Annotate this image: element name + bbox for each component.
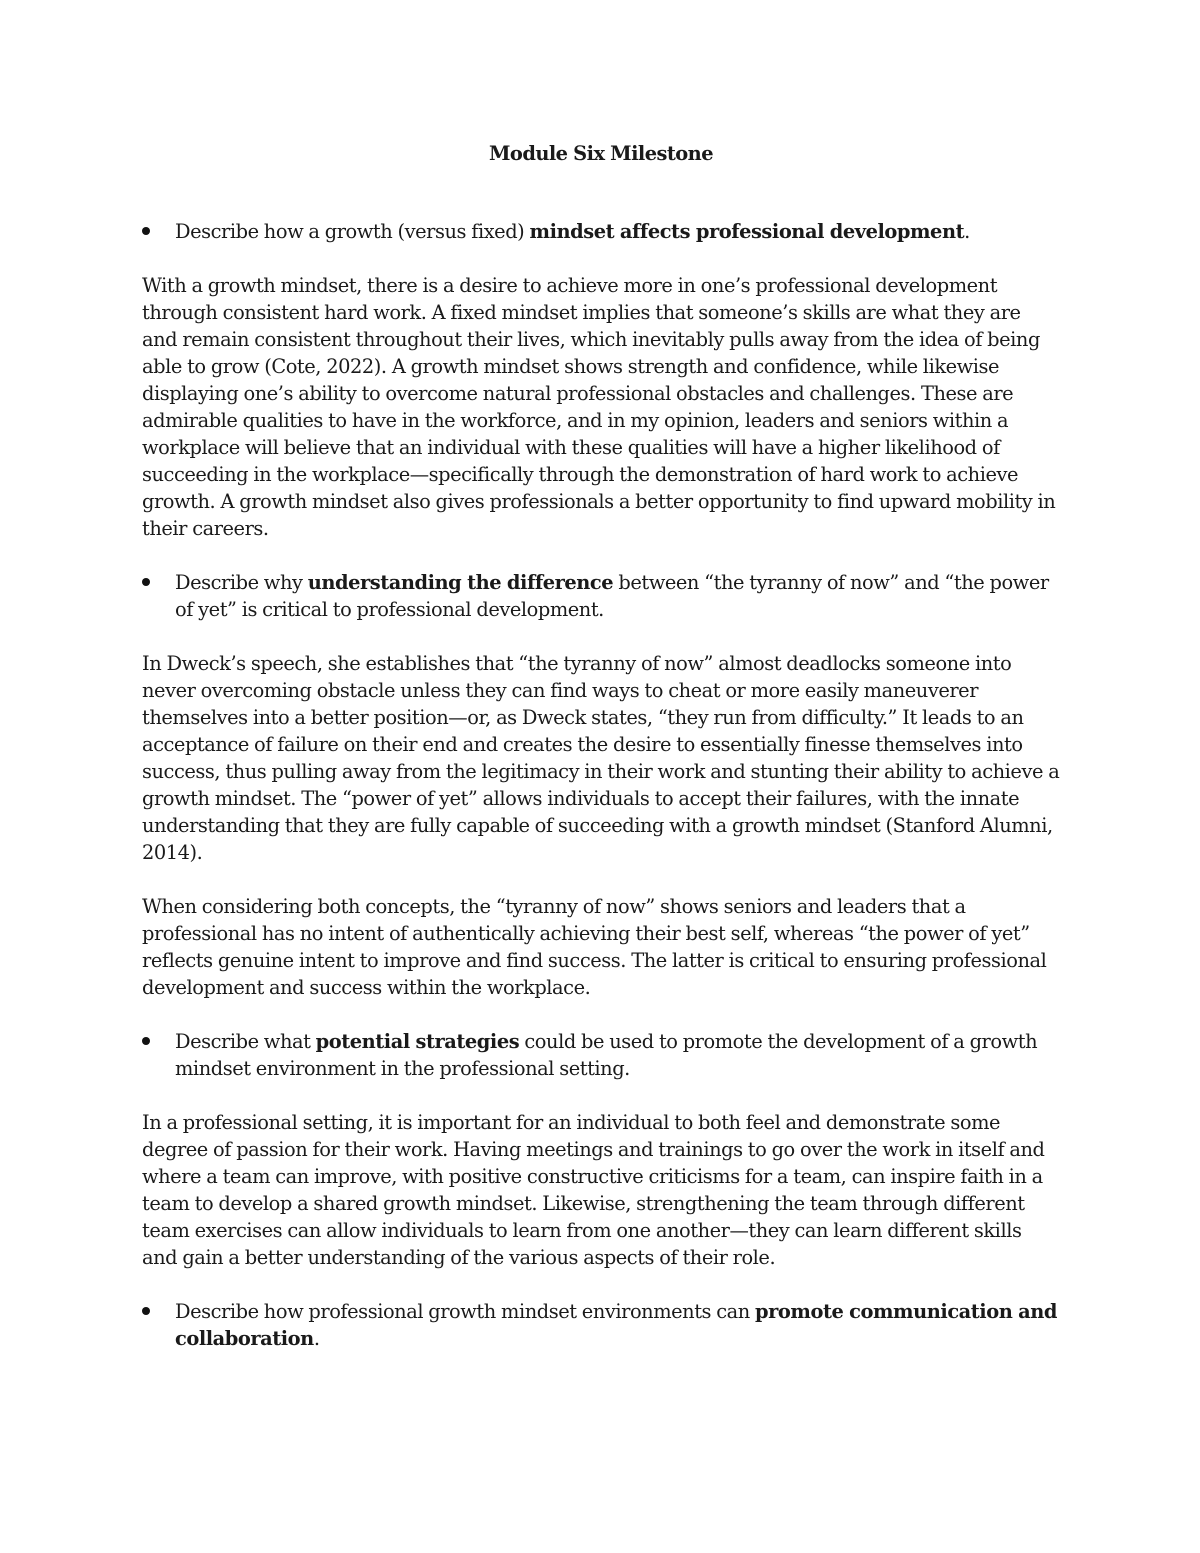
prompt-text-after: . bbox=[964, 220, 970, 243]
prompt-text-2 bbox=[175, 571, 1049, 621]
prompt-text-before: Describe how a growth (versus fixed) bbox=[175, 220, 530, 243]
document-page bbox=[142, 140, 1060, 1379]
bullet-icon bbox=[142, 578, 150, 586]
prompt-text-bold: potential strategies bbox=[315, 1030, 520, 1053]
prompt-text-before: Describe what bbox=[175, 1030, 316, 1053]
prompt-text-after: between “the tyranny of now” and “the power of yet” is critical to professional development. bbox=[175, 571, 1049, 621]
prompt-bullet-4 bbox=[142, 1298, 1060, 1352]
prompt-text-after: could be used to promote the development of a growth mindset environment in the professional setting. bbox=[175, 1030, 1038, 1080]
document-title: Module Six Milestone bbox=[489, 142, 713, 165]
bullet-icon bbox=[142, 227, 150, 235]
answer-paragraph-1: With a growth mindset, there is a desire to achieve more in one’s professional development through consistent hard work. A fixed mindset implies that someone’s skills are what they are and remain consistent throughout their lives, which inevitably pulls away from the idea of being able to grow (Cote, 2022). A growth mindset shows strength and confidence, while likewise displaying one’s ability to overcome natural professional obstacles and challenges. These are admirable qualities to have in the workforce, and in my opinion, leaders and seniors within a workplace will believe that an individual with these qualities will have a higher likelihood of succeeding in the workplace—specifically through the demonstration of hard work to achieve growth. A growth mindset also gives professionals a better opportunity to find upward mobility in their careers. bbox=[142, 274, 1056, 540]
prompt-bullet-3 bbox=[142, 1028, 1060, 1082]
prompt-text-bold: understanding the difference bbox=[307, 571, 614, 594]
answer-paragraph-2: In Dweck’s speech, she establishes that “the tyranny of now” almost deadlocks someone into never overcoming obstacle unless they can find ways to cheat or more easily maneuverer themselves into a better position—or, as Dweck states, “they run from difficulty.” It leads to an acceptance of failure on their end and creates the desire to essentially finesse themselves into success, thus pulling away from the legitimacy in their work and stunting their ability to achieve a growth mindset. The “power of yet” allows individuals to accept their failures, with the innate understanding that they are fully capable of succeeding with a growth mindset (Stanford Alumni, 2014). bbox=[142, 652, 1060, 864]
prompt-text-before: Describe how professional growth mindset environments can bbox=[175, 1300, 756, 1323]
answer-paragraph-4: In a professional setting, it is important for an individual to both feel and demonstrate some degree of passion for their work. Having meetings and trainings to go over the work in itself and where a team can improve, with positive constructive criticisms for a team, can inspire faith in a team to develop a shared growth mindset. Likewise, strengthening the team through different team exercises can allow individuals to learn from one another—they can learn different skills and gain a better understanding of the various aspects of their role. bbox=[142, 1111, 1045, 1269]
prompt-bullet-2 bbox=[142, 569, 1060, 623]
bullet-icon bbox=[142, 1037, 150, 1045]
bullet-icon bbox=[142, 1307, 150, 1315]
prompt-text-4 bbox=[175, 1300, 1057, 1350]
prompt-bullet-1 bbox=[142, 218, 1060, 245]
prompt-text-bold: promote communication and collaboration bbox=[175, 1300, 1058, 1350]
prompt-text-3 bbox=[175, 1030, 1037, 1080]
prompt-text-after: . bbox=[313, 1327, 320, 1350]
answer-paragraph-3: When considering both concepts, the “tyranny of now” shows seniors and leaders that a professional has no intent of authentically achieving their best self, whereas “the power of yet” reflects genuine intent to improve and find success. The latter is critical to ensuring professional development and success within the workplace. bbox=[142, 895, 1047, 999]
prompt-text-1 bbox=[175, 220, 970, 243]
prompt-text-bold: mindset affects professional development bbox=[529, 220, 965, 243]
prompt-text-before: Describe why bbox=[175, 571, 308, 594]
